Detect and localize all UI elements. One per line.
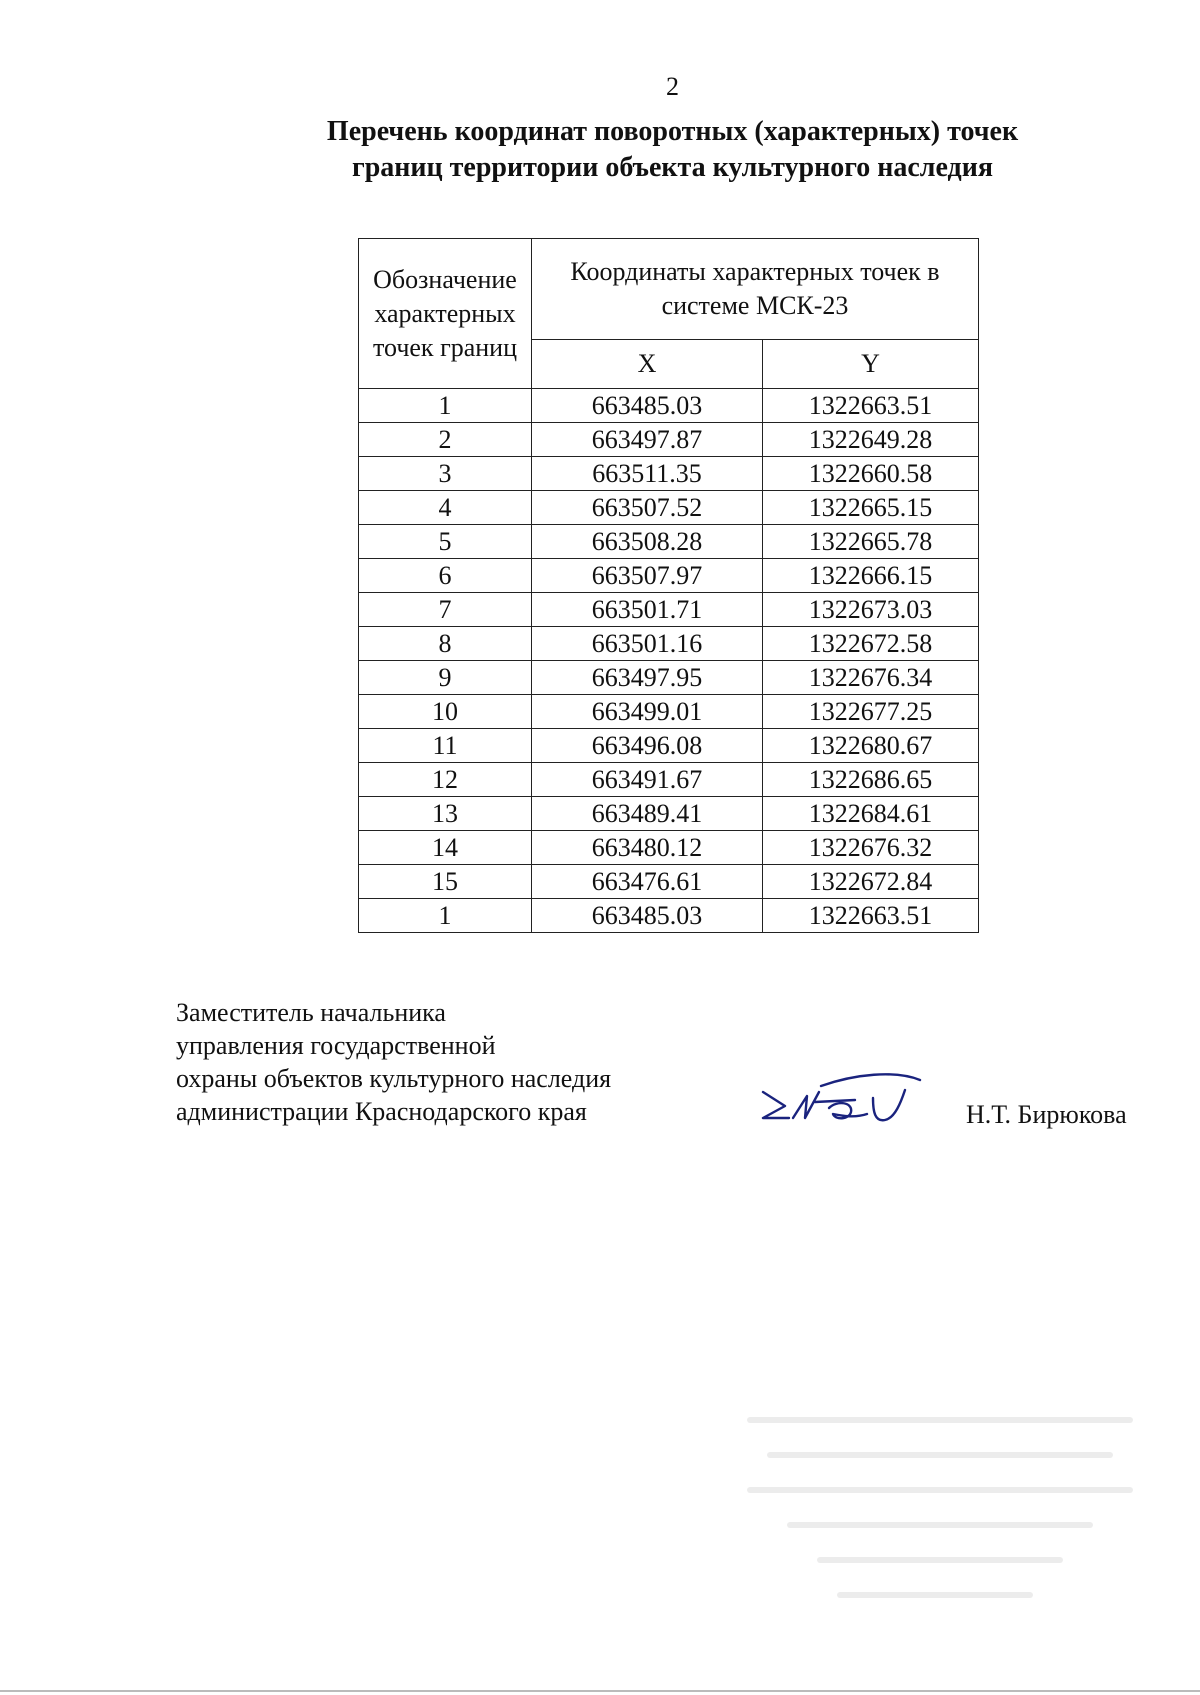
coordinates-table — [358, 238, 979, 933]
cell-x-coordinate: 663507.52 — [532, 491, 763, 525]
cell-point-number: 14 — [359, 831, 532, 865]
handwritten-signature — [755, 1062, 935, 1142]
position-line: Заместитель начальника — [176, 998, 446, 1027]
cell-y-coordinate: 1322672.84 — [763, 865, 979, 899]
table-row — [359, 389, 979, 423]
cell-y-coordinate: 1322676.32 — [763, 831, 979, 865]
cell-point-number: 15 — [359, 865, 532, 899]
cell-point-number: 3 — [359, 457, 532, 491]
cell-x-coordinate: 663496.08 — [532, 729, 763, 763]
header-x: X — [532, 340, 763, 389]
cell-y-coordinate: 1322673.03 — [763, 593, 979, 627]
cell-point-number: 13 — [359, 797, 532, 831]
cell-y-coordinate: 1322684.61 — [763, 797, 979, 831]
table-row — [359, 491, 979, 525]
cell-point-number: 9 — [359, 661, 532, 695]
table-row — [359, 457, 979, 491]
header-coordinates — [532, 239, 979, 340]
page-bottom-rule — [0, 1690, 1200, 1692]
header-point-designation — [359, 239, 532, 389]
cell-y-coordinate: 1322660.58 — [763, 457, 979, 491]
cell-x-coordinate: 663501.71 — [532, 593, 763, 627]
signer-name: Н.Т. Бирюкова — [966, 1100, 1127, 1129]
cell-x-coordinate: 663480.12 — [532, 831, 763, 865]
table-row — [359, 797, 979, 831]
cell-y-coordinate: 1322676.34 — [763, 661, 979, 695]
table-row — [359, 559, 979, 593]
table-row — [359, 525, 979, 559]
cell-x-coordinate: 663485.03 — [532, 899, 763, 933]
cell-y-coordinate: 1322672.58 — [763, 627, 979, 661]
cell-point-number: 11 — [359, 729, 532, 763]
cell-point-number: 7 — [359, 593, 532, 627]
position-line: охраны объектов культурного наследия — [176, 1064, 612, 1093]
cell-point-number: 4 — [359, 491, 532, 525]
cell-y-coordinate: 1322663.51 — [763, 899, 979, 933]
cell-y-coordinate: 1322665.15 — [763, 491, 979, 525]
cell-point-number: 5 — [359, 525, 532, 559]
position-line: управления государственной — [176, 1031, 496, 1060]
table-row — [359, 865, 979, 899]
cell-y-coordinate: 1322649.28 — [763, 423, 979, 457]
cell-x-coordinate: 663511.35 — [532, 457, 763, 491]
document-title — [0, 114, 1200, 186]
cell-y-coordinate: 1322663.51 — [763, 389, 979, 423]
table-row — [359, 763, 979, 797]
cell-point-number: 2 — [359, 423, 532, 457]
header-coordinates-line: Координаты характерных точек в — [570, 257, 940, 286]
table-row — [359, 695, 979, 729]
cell-point-number: 8 — [359, 627, 532, 661]
cell-x-coordinate: 663489.41 — [532, 797, 763, 831]
cell-x-coordinate: 663501.16 — [532, 627, 763, 661]
faint-stamp-impression — [730, 1390, 1150, 1630]
table-row — [359, 593, 979, 627]
cell-y-coordinate: 1322686.65 — [763, 763, 979, 797]
page-number: 2 — [666, 72, 679, 101]
cell-y-coordinate: 1322665.78 — [763, 525, 979, 559]
cell-x-coordinate: 663499.01 — [532, 695, 763, 729]
header-designation-line: характерных — [374, 298, 516, 328]
header-coordinates-line: системе МСК-23 — [661, 291, 849, 320]
cell-x-coordinate: 663485.03 — [532, 389, 763, 423]
cell-y-coordinate: 1322677.25 — [763, 695, 979, 729]
table-row — [359, 831, 979, 865]
table-row — [359, 661, 979, 695]
header-y: Y — [763, 340, 979, 389]
table-row — [359, 729, 979, 763]
cell-point-number: 12 — [359, 763, 532, 797]
cell-point-number: 1 — [359, 389, 532, 423]
header-designation-line: Обозначение — [373, 264, 517, 294]
position-line: администрации Краснодарского края — [176, 1097, 587, 1126]
cell-x-coordinate: 663497.87 — [532, 423, 763, 457]
cell-x-coordinate: 663491.67 — [532, 763, 763, 797]
header-designation-line: точек границ — [372, 332, 518, 362]
cell-y-coordinate: 1322680.67 — [763, 729, 979, 763]
table-row — [359, 627, 979, 661]
cell-x-coordinate: 663476.61 — [532, 865, 763, 899]
signatory-position — [176, 996, 611, 1128]
table-row — [359, 899, 979, 933]
cell-x-coordinate: 663497.95 — [532, 661, 763, 695]
cell-point-number: 1 — [359, 899, 532, 933]
cell-y-coordinate: 1322666.15 — [763, 559, 979, 593]
cell-point-number: 10 — [359, 695, 532, 729]
title-line-2: границ территории объекта культурного наследия — [351, 152, 994, 183]
cell-x-coordinate: 663507.97 — [532, 559, 763, 593]
table-row — [359, 423, 979, 457]
title-line-1: Перечень координат поворотных (характерных) точек — [326, 116, 1019, 147]
cell-point-number: 6 — [359, 559, 532, 593]
cell-x-coordinate: 663508.28 — [532, 525, 763, 559]
